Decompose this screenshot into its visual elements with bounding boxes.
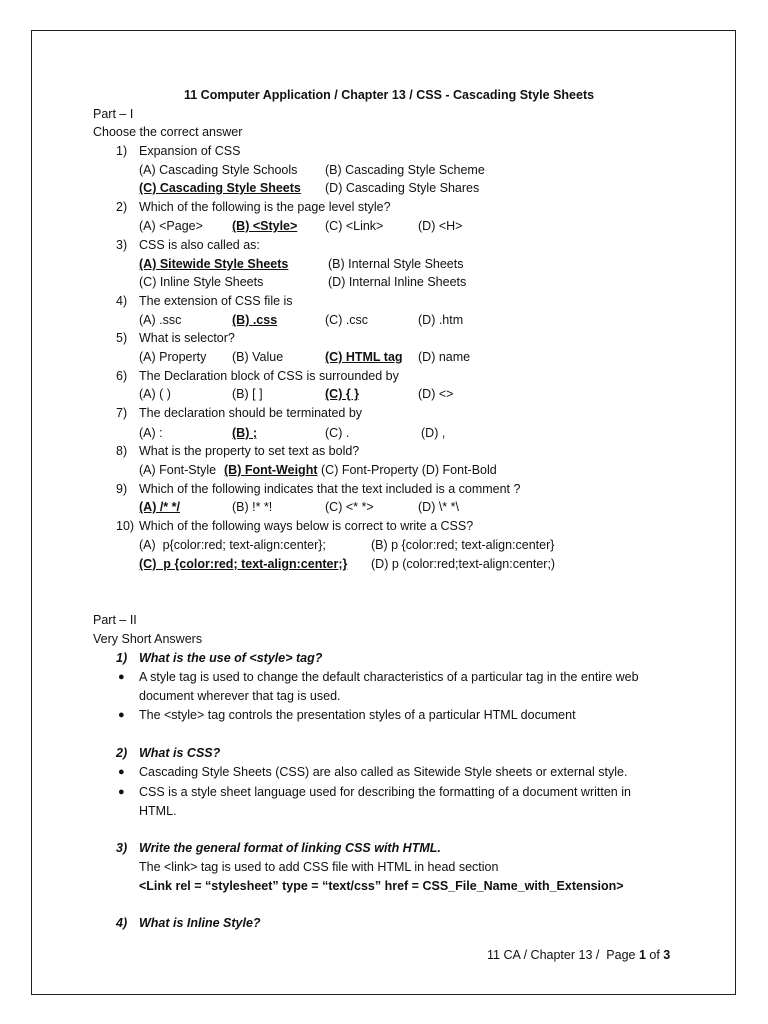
- question-number: 10): [116, 519, 135, 533]
- option: (B) Cascading Style Scheme: [325, 163, 485, 177]
- option: (A) ( ): [139, 387, 171, 401]
- question-number: 3): [116, 238, 128, 252]
- code-example: <Link rel = “stylesheet” type = “text/css” href = CSS_File_Name_with_Extension>: [139, 879, 624, 893]
- answer-text: document wherever that tag is used.: [139, 689, 341, 703]
- option: (D) <H>: [418, 219, 463, 233]
- option: (C) <Link>: [325, 219, 384, 233]
- option: (D) .htm: [418, 313, 464, 327]
- option: (C) Inline Style Sheets: [139, 275, 264, 289]
- option: (A) <Page>: [139, 219, 203, 233]
- answer-text: The <link> tag is used to add CSS file with HTML in head section: [139, 860, 499, 874]
- option: (C) .: [325, 426, 350, 440]
- option-correct: (C) { }: [325, 387, 360, 401]
- part2-heading: Part – II: [93, 613, 137, 627]
- answer-text: The <style> tag controls the presentation styles of a particular HTML document: [139, 708, 576, 722]
- bullet-icon: ●: [118, 671, 125, 683]
- option: (B) Value: [232, 350, 284, 364]
- option: (A) p{color:red; text-align:center};: [139, 538, 326, 552]
- answer-text: Cascading Style Sheets (CSS) are also called as Sitewide Style sheets or external style.: [139, 765, 628, 779]
- question-text: CSS is also called as:: [139, 238, 260, 252]
- question-text: What is Inline Style?: [139, 916, 261, 930]
- question-number: 4): [116, 294, 128, 308]
- question-number: 2): [116, 200, 128, 214]
- question-number: 7): [116, 406, 128, 420]
- option: (D) \* *\: [418, 500, 459, 514]
- option-correct: (C) HTML tag: [325, 350, 403, 364]
- option-correct: (A) Sitewide Style Sheets: [139, 257, 289, 271]
- option: (D) ,: [421, 426, 446, 440]
- option-correct: (C) p {color:red; text-align:center;}: [139, 557, 348, 571]
- question-text: The declaration should be terminated by: [139, 406, 363, 420]
- question-number: 9): [116, 482, 128, 496]
- option: (A) Property: [139, 350, 207, 364]
- option: (B) Internal Style Sheets: [328, 257, 464, 271]
- bullet-icon: ●: [118, 786, 125, 798]
- footer-prefix: 11 CA / Chapter 13 / Page: [487, 948, 639, 962]
- answer-text: HTML.: [139, 804, 177, 818]
- question-number: 4): [116, 916, 128, 930]
- part2-instruction: Very Short Answers: [93, 632, 203, 646]
- question-text: Write the general format of linking CSS with HTML.: [139, 841, 441, 855]
- option-correct: (C) Cascading Style Sheets: [139, 181, 301, 195]
- page-footer: [487, 948, 670, 963]
- option: (B) p {color:red; text-align:center}: [371, 538, 555, 552]
- option: (C) .csc: [325, 313, 369, 327]
- question-number: 2): [116, 746, 128, 760]
- option: (C) Font-Property (D) Font-Bold: [321, 463, 497, 477]
- answer-text: CSS is a style sheet language used for describing the formatting of a document written in: [139, 785, 631, 799]
- question-text: What is the property to set text as bold?: [139, 444, 360, 458]
- option-correct: (B) ;: [232, 426, 257, 440]
- option-correct: (B) <Style>: [232, 219, 298, 233]
- question-text: The Declaration block of CSS is surrounded by: [139, 369, 399, 383]
- question-number: 1): [116, 144, 128, 158]
- question-text: Which of the following ways below is correct to write a CSS?: [139, 519, 474, 533]
- footer-of: of: [645, 948, 664, 962]
- option: (C) <* *>: [325, 500, 374, 514]
- option: (D) Cascading Style Shares: [325, 181, 480, 195]
- option: (D) p (color:red;text-align:center;): [371, 557, 556, 571]
- question-text: Which of the following indicates that the text included is a comment ?: [139, 482, 521, 496]
- option: (A) :: [139, 426, 163, 440]
- option-correct: (A) /* */: [139, 500, 180, 514]
- question-text: The extension of CSS file is: [139, 294, 293, 308]
- question-number: 3): [116, 841, 128, 855]
- bullet-icon: ●: [118, 709, 125, 721]
- footer-page-number: 1: [638, 948, 646, 962]
- option: (A) .ssc: [139, 313, 182, 327]
- option-correct: (B) .css: [232, 313, 278, 327]
- option-correct: (B) Font-Weight: [224, 463, 318, 477]
- page-title: 11 Computer Application / Chapter 13 / CSS - Cascading Style Sheets: [184, 88, 595, 102]
- option: (D) name: [418, 350, 471, 364]
- question-number: 6): [116, 369, 128, 383]
- question-text: What is selector?: [139, 331, 235, 345]
- question-number: 1): [116, 651, 128, 665]
- question-number: 5): [116, 331, 128, 345]
- part1-heading: Part – I: [93, 107, 134, 121]
- question-text: Expansion of CSS: [139, 144, 241, 158]
- question-number: 8): [116, 444, 128, 458]
- option: (D) <>: [418, 387, 454, 401]
- part1-instruction: Choose the correct answer: [93, 125, 243, 139]
- footer-page-total: 3: [663, 948, 671, 962]
- answer-text: A style tag is used to change the default characteristics of a particular tag in the entire web: [139, 670, 639, 684]
- option: (A) Cascading Style Schools: [139, 163, 298, 177]
- option: (B) [ ]: [232, 387, 263, 401]
- option: (D) Internal Inline Sheets: [328, 275, 467, 289]
- question-text: Which of the following is the page level style?: [139, 200, 391, 214]
- option: (A) Font-Style: [139, 463, 217, 477]
- option: (B) !* *!: [232, 500, 273, 514]
- question-text: What is CSS?: [139, 746, 221, 760]
- bullet-icon: ●: [118, 766, 125, 778]
- question-text: What is the use of <style> tag?: [139, 651, 323, 665]
